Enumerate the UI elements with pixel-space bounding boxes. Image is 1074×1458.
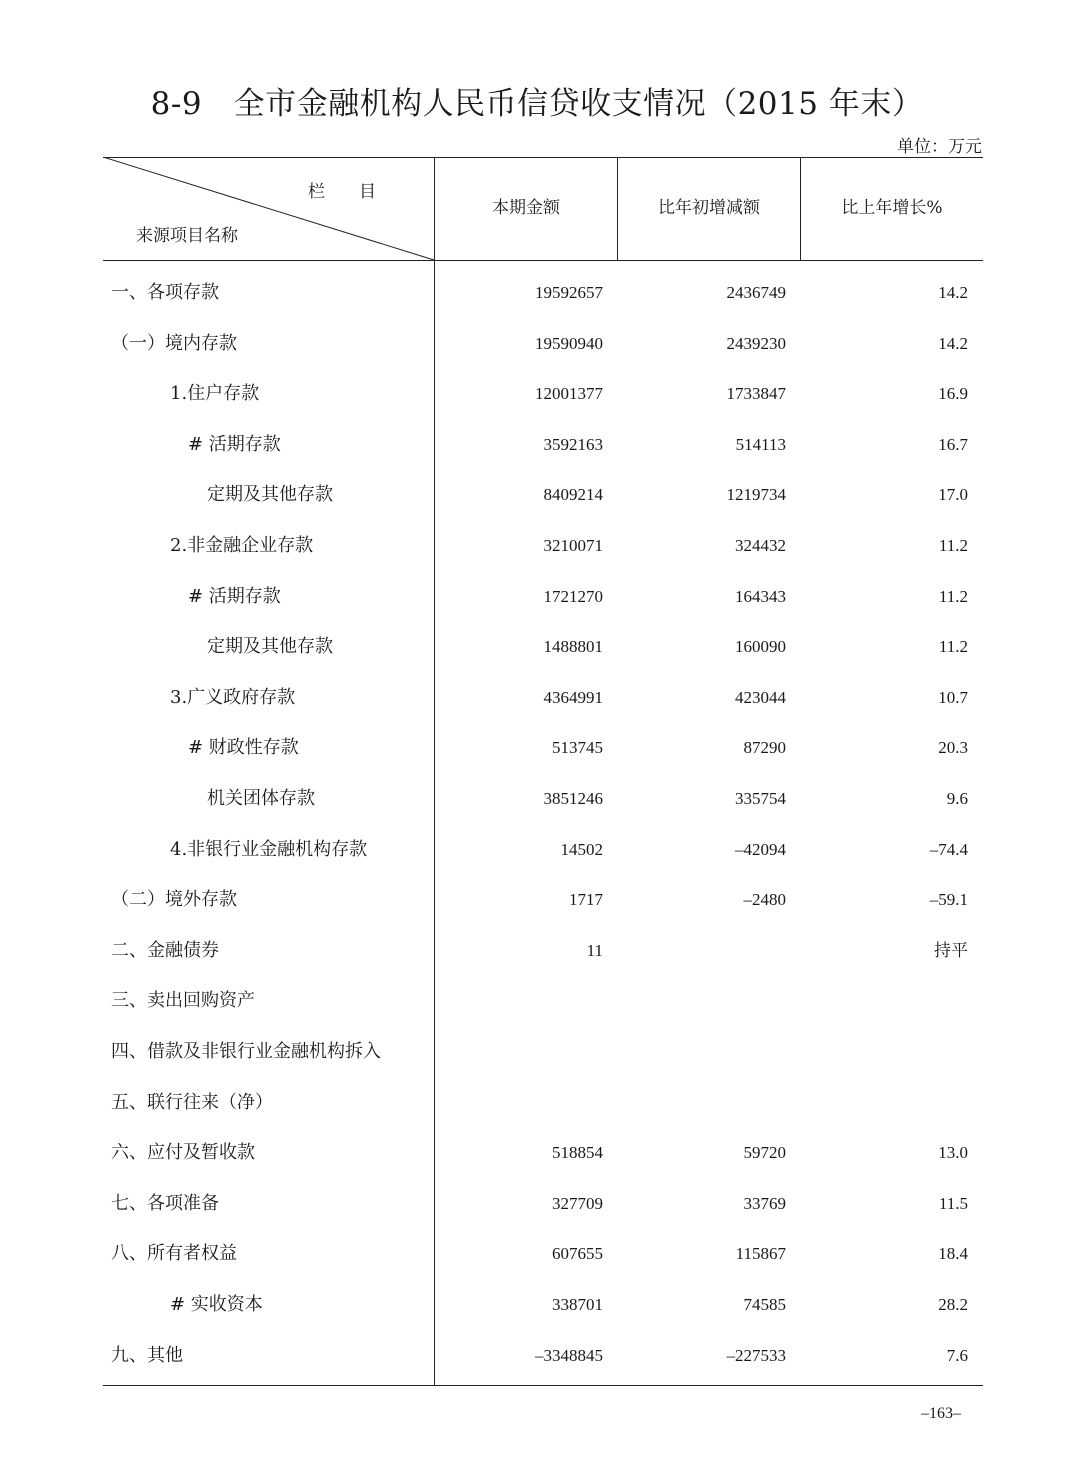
- table-row: [103, 875, 983, 925]
- current-amount-cell: 19592657: [535, 283, 603, 302]
- current-amount-cell: 4364991: [543, 687, 603, 707]
- current-amount-cell: 607655: [552, 1244, 603, 1264]
- row-label: # 实收资本: [170, 1294, 263, 1315]
- table-row: [103, 976, 983, 1026]
- change-amount-cell: 423044: [735, 687, 786, 707]
- growth-rate-cell: 9.6: [946, 789, 968, 808]
- header-current-amount: 本期金额: [492, 198, 560, 218]
- current-amount-cell: 1721270: [543, 586, 603, 606]
- growth-rate-cell: 持平: [934, 940, 968, 960]
- growth-rate-cell: 10.7: [938, 687, 968, 707]
- row-label: 定期及其他存款: [207, 484, 333, 506]
- current-amount-cell: 11: [586, 940, 603, 960]
- header-row-label: 来源项目名称: [136, 226, 238, 246]
- change-amount-cell: 1733847: [726, 384, 786, 404]
- table-row: [103, 926, 983, 976]
- row-label: 六、应付及暂收款: [111, 1142, 255, 1164]
- table-row: [103, 420, 983, 470]
- table-row: [103, 622, 983, 672]
- table-row: [103, 673, 983, 723]
- table-bottom-rule: [103, 1385, 983, 1386]
- table-row: [103, 774, 983, 824]
- table-row: [103, 319, 983, 369]
- row-label: 2.非金融企业存款: [170, 535, 314, 556]
- growth-rate-cell: 7.6: [946, 1345, 968, 1365]
- row-label: 二、金融债券: [111, 939, 219, 961]
- table-row: [103, 369, 983, 419]
- table-row: [103, 1027, 983, 1077]
- header-yoy-growth: 比上年增长%: [841, 198, 943, 218]
- current-amount-cell: 14502: [560, 839, 603, 859]
- change-amount-cell: 335754: [735, 789, 786, 808]
- table-row: [103, 470, 983, 520]
- current-amount-cell: 3592163: [543, 434, 603, 454]
- change-amount-cell: 115867: [735, 1244, 786, 1264]
- current-amount-cell: 3210071: [543, 536, 603, 555]
- change-amount-cell: –42094: [735, 839, 786, 859]
- row-label: # 活期存款: [188, 585, 281, 607]
- row-label: 九、其他: [111, 1344, 183, 1366]
- growth-rate-cell: 20.3: [938, 738, 968, 758]
- growth-rate-cell: –74.4: [929, 839, 968, 859]
- current-amount-cell: 338701: [552, 1295, 603, 1314]
- table-row: [103, 723, 983, 773]
- row-label: 定期及其他存款: [207, 636, 333, 658]
- change-amount-cell: –227533: [726, 1345, 786, 1365]
- growth-rate-cell: –59.1: [929, 890, 968, 910]
- change-amount-cell: 160090: [735, 637, 786, 657]
- row-label: 七、各项准备: [111, 1192, 219, 1214]
- change-amount-cell: 2439230: [726, 333, 786, 353]
- table-row: [103, 521, 983, 571]
- change-amount-cell: 324432: [735, 536, 786, 555]
- growth-rate-cell: 16.9: [938, 384, 968, 404]
- growth-rate-cell: 11.2: [938, 637, 968, 657]
- current-amount-cell: 1717: [569, 890, 603, 910]
- row-label: 3.广义政府存款: [170, 686, 296, 708]
- row-label: （二）境外存款: [111, 889, 237, 911]
- current-amount-cell: 19590940: [535, 333, 603, 353]
- growth-rate-cell: 14.2: [938, 283, 968, 302]
- growth-rate-cell: 11.2: [938, 536, 968, 555]
- row-label: 机关团体存款: [207, 788, 315, 809]
- header-change-since-year-start: 比年初增减额: [658, 198, 760, 218]
- growth-rate-cell: 14.2: [938, 333, 968, 353]
- growth-rate-cell: 18.4: [938, 1244, 968, 1264]
- row-label: 四、借款及非银行业金融机构拆入: [111, 1041, 381, 1062]
- change-amount-cell: 87290: [743, 738, 786, 758]
- table-row: [103, 825, 983, 875]
- row-label: 一、各项存款: [111, 282, 219, 303]
- current-amount-cell: 518854: [552, 1143, 603, 1163]
- row-label: 五、联行往来（净）: [111, 1091, 273, 1113]
- current-amount-cell: 327709: [552, 1193, 603, 1213]
- growth-rate-cell: 13.0: [938, 1143, 968, 1163]
- growth-rate-cell: 11.5: [938, 1193, 968, 1213]
- change-amount-cell: 1219734: [726, 485, 786, 505]
- table-row: [103, 1078, 983, 1128]
- row-label: # 财政性存款: [188, 737, 299, 759]
- change-amount-cell: 2436749: [726, 283, 786, 302]
- change-amount-cell: 164343: [735, 586, 786, 606]
- current-amount-cell: –3348845: [535, 1345, 603, 1365]
- row-label: （一）境内存款: [111, 332, 237, 354]
- page-number: –163–: [921, 1405, 961, 1422]
- row-label: # 活期存款: [188, 433, 281, 455]
- current-amount-cell: 3851246: [543, 789, 603, 808]
- row-label: 三、卖出回购资产: [111, 990, 255, 1012]
- table-row: [103, 572, 983, 622]
- row-label: 八、所有者权益: [111, 1243, 237, 1265]
- row-label: 1.住户存款: [170, 383, 260, 405]
- change-amount-cell: 33769: [743, 1193, 786, 1213]
- change-amount-cell: 514113: [735, 434, 786, 454]
- growth-rate-cell: 28.2: [938, 1295, 968, 1314]
- growth-rate-cell: 16.7: [938, 434, 968, 454]
- table-row: [103, 1179, 983, 1229]
- row-label: 4.非银行业金融机构存款: [170, 838, 368, 860]
- unit-label: 单位：万元: [897, 137, 982, 157]
- change-amount-cell: 74585: [743, 1295, 786, 1314]
- table-row: [103, 1128, 983, 1178]
- current-amount-cell: 12001377: [535, 384, 603, 404]
- current-amount-cell: 8409214: [543, 485, 603, 505]
- table-row: [103, 1229, 983, 1279]
- page-title: 8-9 全市金融机构人民币信贷收支情况（2015 年末）: [150, 86, 924, 122]
- table-row: [103, 1331, 983, 1381]
- change-amount-cell: –2480: [743, 890, 786, 910]
- table-row: [103, 268, 983, 318]
- table-row: [103, 1280, 983, 1330]
- current-amount-cell: 1488801: [543, 637, 603, 657]
- growth-rate-cell: 17.0: [938, 485, 968, 505]
- change-amount-cell: 59720: [743, 1143, 786, 1163]
- growth-rate-cell: 11.2: [938, 586, 968, 606]
- current-amount-cell: 513745: [552, 738, 603, 758]
- header-column-label: 栏 目: [308, 182, 376, 202]
